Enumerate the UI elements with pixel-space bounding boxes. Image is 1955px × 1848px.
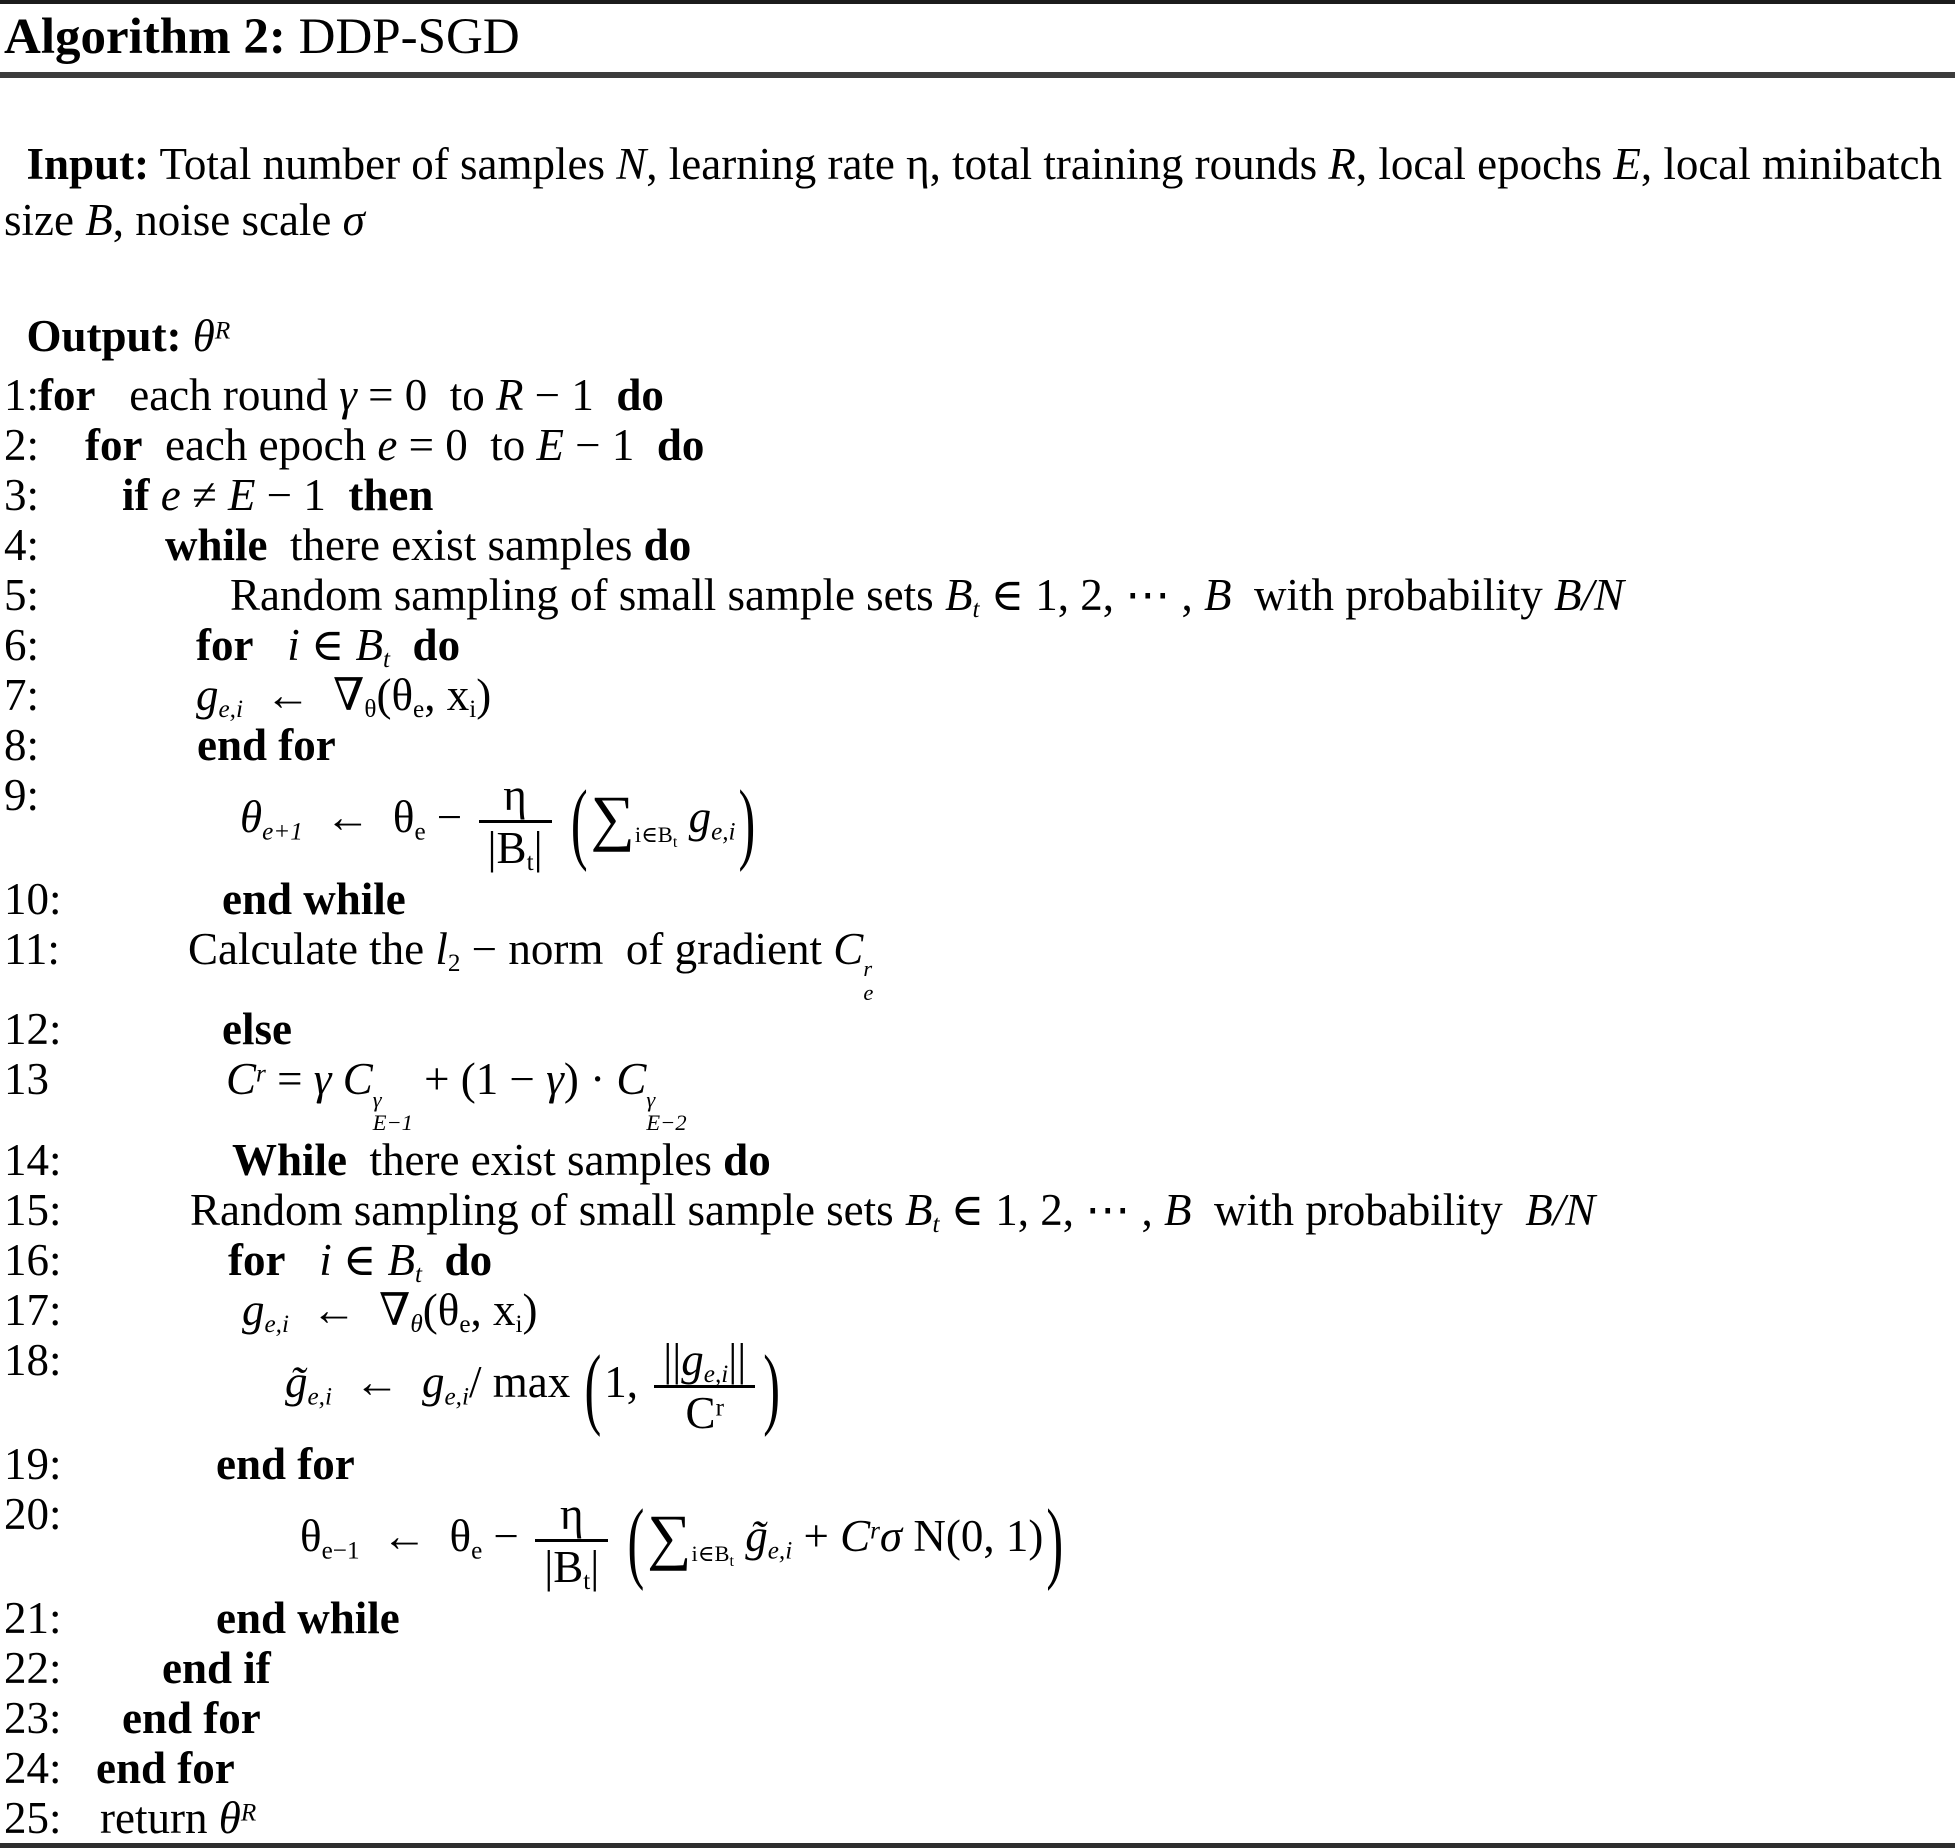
line-number: 13 — [4, 1054, 49, 1105]
algorithm-line — [0, 1593, 1955, 1643]
line-number: 11: — [4, 923, 60, 974]
line-number: 5: — [4, 570, 40, 620]
algorithm-line — [0, 1488, 1955, 1596]
line-number: 20: — [4, 1488, 62, 1539]
line-number: 25: — [4, 1792, 62, 1843]
algorithm-line — [0, 470, 1955, 520]
algorithm-line — [0, 1643, 1955, 1693]
line-content: While there exist samples do — [232, 1135, 771, 1186]
algorithm-line — [0, 924, 1955, 1005]
line-content: if e ≠ E − 1 then — [122, 470, 434, 520]
fraction: $\frac{\eta}{|B_t|}$ — [474, 770, 557, 874]
line-number: 6: — [4, 620, 40, 670]
line-content: for each round γ = 0 to R − 1 do — [38, 370, 664, 420]
line-number: 16: — [4, 1235, 62, 1286]
line-number: 17: — [4, 1285, 62, 1336]
line-content: for each epoch e = 0 to E − 1 do — [85, 420, 705, 470]
line-number: 24: — [4, 1742, 62, 1793]
algorithm-title — [0, 4, 1955, 72]
fraction: $\frac{||g_{e,i}||}{C^r}$ — [649, 1335, 760, 1439]
fraction: $\frac{\eta}{|B_t|}$ — [530, 1489, 613, 1593]
line-number: 8: — [4, 720, 40, 770]
line-number: 12: — [4, 1004, 62, 1055]
line-number: 7: — [4, 670, 40, 720]
algorithm-line — [0, 420, 1955, 470]
algorithm-name: DDP-SGD — [285, 9, 520, 65]
line-content: Random sampling of small sample sets $B_t$ ∈ 1, 2, ⋯ , B with probability B/N — [190, 1185, 1596, 1239]
line-content: $\theta_{e+1}$ ← $\theta_e$ − $\frac{\eta}{|B_t|}$ ($\sum_{i\in B_t}$ $g_{e,i}$) — [240, 770, 756, 877]
input-line — [0, 78, 1955, 250]
line-content: end if — [162, 1642, 271, 1693]
line-number: 19: — [4, 1438, 62, 1489]
algorithm-line — [0, 1693, 1955, 1743]
summation-symbol: ∑ — [590, 784, 635, 853]
algorithm-line — [0, 370, 1955, 420]
line-content: $g_{e,i}$ ← $\nabla_\theta(\theta_e$, $x_i$) — [196, 670, 492, 724]
line-content: end for — [197, 720, 336, 770]
line-content: end for — [216, 1438, 355, 1489]
line-content: $g̃_{e,i}$ ← $g_{e,i}/$ max (1, $\frac{||g_{e,i}||}{C^r}$ ) — [285, 1335, 781, 1439]
algorithm-line — [0, 1185, 1955, 1239]
line-content: end while — [216, 1592, 400, 1643]
line-number: 14: — [4, 1135, 62, 1186]
line-content: for i ∈ $B_t$ do — [228, 1235, 493, 1289]
line-number: 1: — [4, 370, 40, 420]
line-content: end for — [122, 1692, 261, 1743]
bottom-rule — [0, 1843, 1955, 1848]
line-number: 9: — [4, 770, 40, 820]
algorithm-line — [0, 1335, 1955, 1439]
line-number: 3: — [4, 470, 40, 520]
output-line — [0, 250, 1955, 366]
algorithm-line — [0, 1743, 1955, 1793]
line-content: return $\theta^R$ — [100, 1792, 257, 1843]
line-content: Random sampling of small sample sets $B_t$ ∈ 1, 2, ⋯ , B with probability B/N — [230, 570, 1624, 624]
algorithm-line — [0, 720, 1955, 770]
line-number: 22: — [4, 1642, 62, 1693]
line-number: 10: — [4, 873, 62, 924]
algorithm-body — [0, 366, 1955, 1843]
input-text: Total number of samples N, learning rate η, total training rounds R, local epochs E, local minibatch size B, noise scale σ — [4, 139, 1954, 245]
input-label: Input: — [26, 139, 150, 189]
line-number: 23: — [4, 1692, 62, 1743]
algorithm-line — [0, 670, 1955, 724]
algorithm-line — [0, 570, 1955, 624]
algorithm-line — [0, 1793, 1955, 1843]
algorithm-line — [0, 874, 1955, 924]
line-content: $C^r = \gamma$ C γ E−1 + (1 − γ) · C γ E−2 — [226, 1054, 687, 1136]
algorithm-line — [0, 520, 1955, 570]
line-content: $g_{e,i}$ ← $\nabla_\theta(\theta_e$, $x_i$) — [242, 1285, 538, 1339]
algorithm-line — [0, 620, 1955, 674]
line-content: $\theta_{e-1}$ ← $\theta_e$ − $\frac{\eta}{|B_t|}$ ($\sum_{i\in B_t}$ $g̃_{e,i} + C^r\sigma$ N(0, 1)) — [300, 1488, 1064, 1596]
line-number: 4: — [4, 520, 40, 570]
output-text: $\theta^R$ — [192, 311, 231, 361]
line-number: 15: — [4, 1185, 62, 1236]
algorithm-line — [0, 1235, 1955, 1289]
algorithm-line — [0, 1004, 1955, 1054]
algorithm-line — [0, 1135, 1955, 1185]
line-number: 18: — [4, 1335, 62, 1386]
algorithm-line — [0, 1285, 1955, 1339]
summation-symbol: ∑ — [647, 1503, 692, 1572]
line-content: Calculate the $l_2$ − norm of gradient C r e — [188, 923, 874, 1005]
algorithm-line — [0, 1054, 1955, 1135]
line-content: while there exist samples do — [165, 520, 692, 570]
output-label: Output: — [26, 311, 182, 361]
line-content: end while — [222, 873, 406, 924]
algorithm-label: Algorithm 2: — [4, 9, 286, 65]
line-content: end for — [96, 1742, 235, 1793]
line-number: 21: — [4, 1592, 62, 1643]
line-content: else — [222, 1004, 292, 1055]
line-number: 2: — [4, 420, 40, 470]
algorithm-line — [0, 770, 1955, 877]
algorithm-line — [0, 1439, 1955, 1489]
line-content: for i ∈ $B_t$ do — [196, 620, 461, 674]
